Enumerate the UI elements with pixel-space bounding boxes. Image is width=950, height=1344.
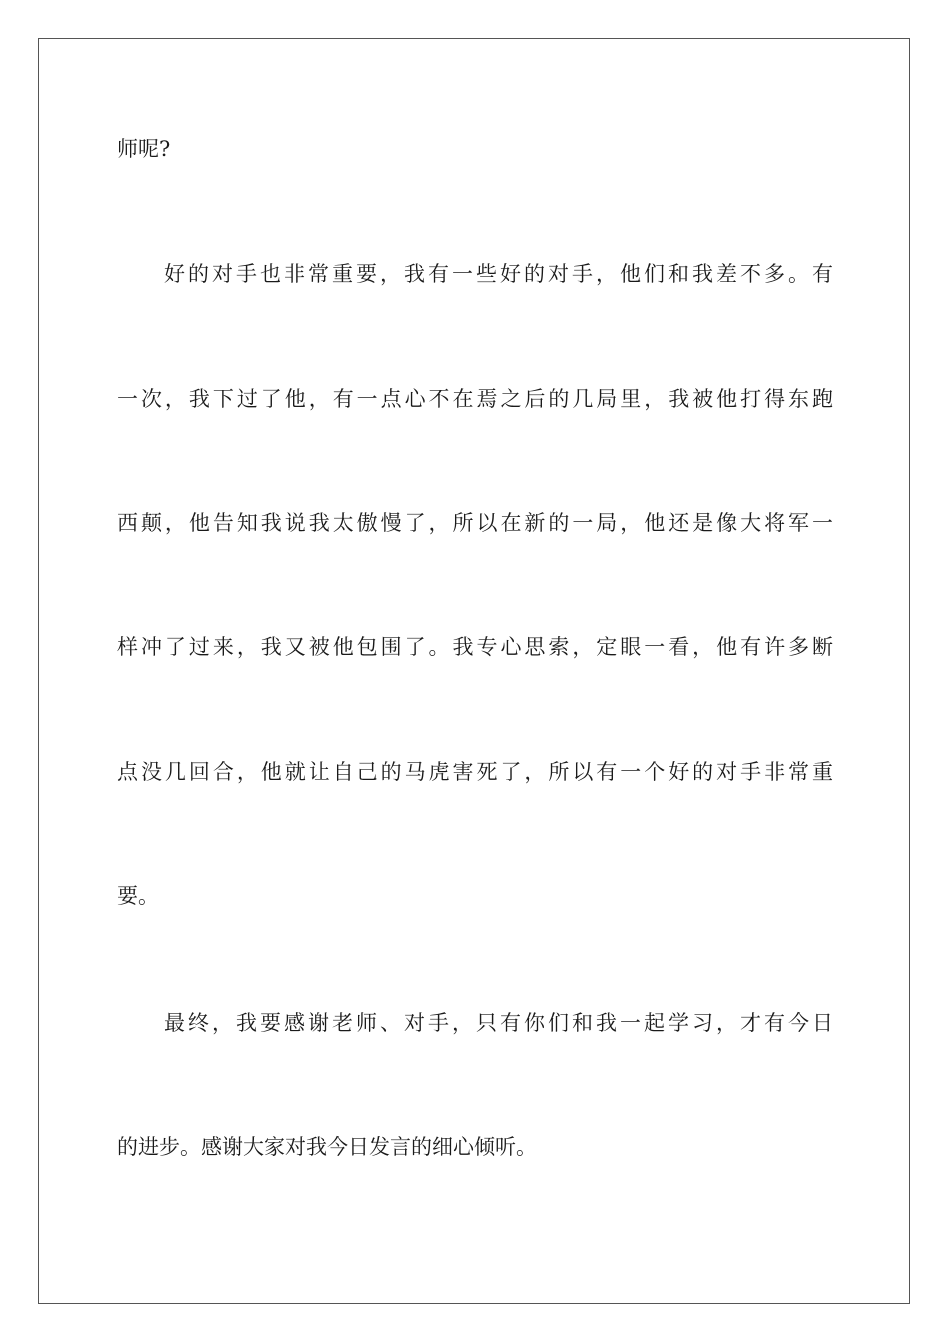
text-line-8: 最终，我要感谢老师、对手，只有你们和我一起学习，才有今日 — [164, 1011, 833, 1035]
text-line-1: 师呢? — [117, 137, 171, 161]
text-line-2: 好的对手也非常重要，我有一些好的对手，他们和我差不多。有 — [164, 262, 833, 286]
text-line-4: 西颠，他告知我说我太傲慢了，所以在新的一局，他还是像大将军一 — [117, 511, 833, 535]
page-border — [38, 38, 910, 1304]
text-line-3: 一次，我下过了他，有一点心不在焉之后的几局里，我被他打得东跑 — [117, 387, 833, 411]
text-line-9: 的进步。感谢大家对我今日发言的细心倾听。 — [117, 1135, 537, 1159]
text-line-5: 样冲了过来，我又被他包围了。我专心思索，定眼一看，他有许多断 — [117, 635, 833, 659]
text-line-7: 要。 — [117, 884, 159, 908]
text-line-6: 点没几回合，他就让自己的马虎害死了，所以有一个好的对手非常重 — [117, 760, 833, 784]
